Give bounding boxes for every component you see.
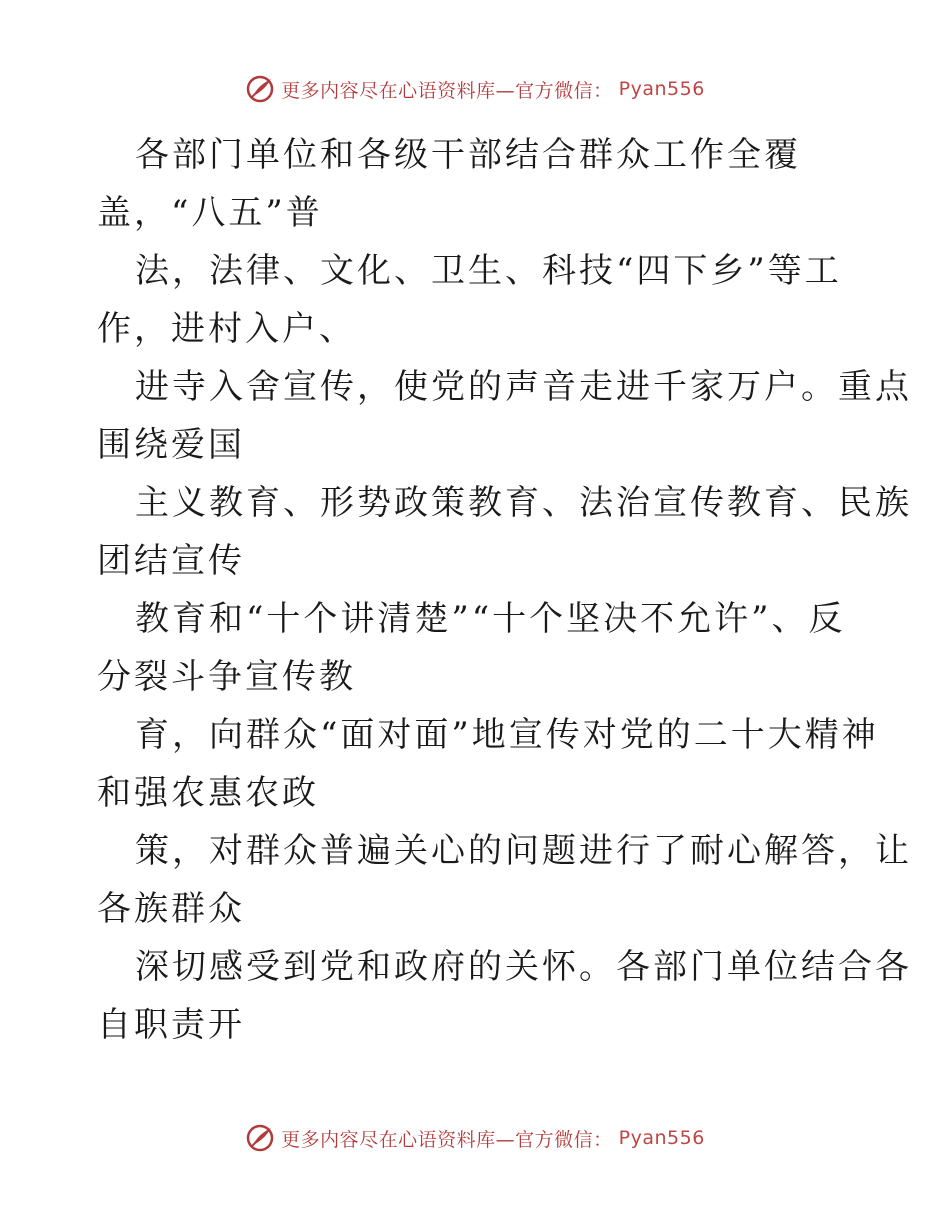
text-line: 团结宣传 (97, 541, 245, 581)
text-line: 法，法律、文化、卫生、科技“四下乡”等工 (135, 251, 842, 291)
watermark-handle: Pyan556 (618, 78, 705, 100)
header-watermark (0, 74, 950, 104)
text-line: 策，对群众普遍关心的问题进行了耐心解答，让 (135, 831, 912, 871)
feather-pen-logo-icon (245, 1123, 275, 1153)
watermark-handle: Pyan556 (618, 1127, 705, 1149)
text-line: 和强农惠农政 (97, 773, 319, 813)
feather-pen-logo-icon (245, 74, 275, 104)
document-body (97, 126, 912, 1054)
text-line: 围绕爱国 (97, 425, 245, 465)
text-line: 各族群众 (97, 889, 245, 929)
text-line: 深切感受到党和政府的关怀。各部门单位结合各 (135, 947, 912, 987)
text-line: 分裂斗争宣传教 (97, 657, 356, 697)
text-line: 盖，“八五”普 (97, 193, 323, 233)
text-line: 育，向群众“面对面”地宣传对党的二十大精神 (135, 715, 879, 755)
footer-watermark (0, 1123, 950, 1153)
text-line: 各部门单位和各级干部结合群众工作全覆 (135, 135, 801, 175)
watermark-text: 更多内容尽在心语资料库—官方微信： (281, 1128, 613, 1151)
text-line: 主义教育、形势政策教育、法治宣传教育、民族 (135, 483, 912, 523)
text-line: 自职责开 (97, 1005, 245, 1045)
text-line: 进寺入舍宣传，使党的声音走进千家万户。重点 (135, 367, 912, 407)
watermark-text: 更多内容尽在心语资料库—官方微信： (281, 79, 613, 102)
text-line: 作，进村入户、 (97, 309, 356, 349)
text-line: 教育和“十个讲清楚”“十个坚决不允许”、反 (135, 599, 846, 639)
